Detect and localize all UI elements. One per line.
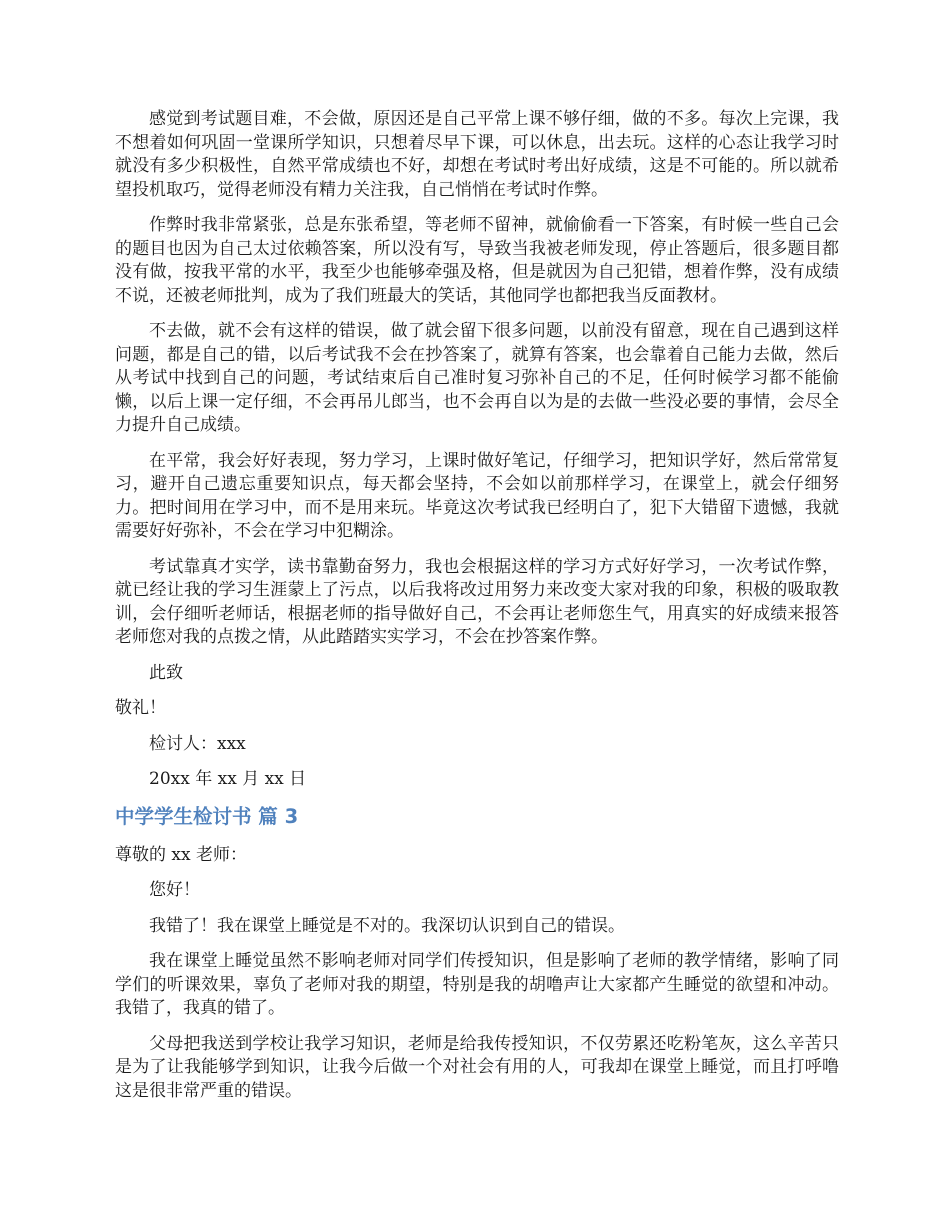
document-page xyxy=(115,108,839,1115)
greeting-line: 您好！ xyxy=(149,880,200,900)
body-paragraph: 作弊时我非常紧张，总是东张希望，等老师不留神，就偷偷看一下答案，有时候一些自己会的题目也因为自己太过依赖答案，所以没有写，导致当我被老师发现，停止答题后，很多题目都没有做，按我平常的水平，我至少也能够牵强及格，但是就因为自己犯错，想着作弊，没有成绩不说，还被老师批判，成为了我们班最大的笑话，其他同学也都把我当反面教材。 xyxy=(115,215,839,306)
body-paragraph: 我在课堂上睡觉虽然不影响老师对同学们传授知识，但是影响了老师的教学情绪，影响了同学们的听课效果，辜负了老师对我的期望，特别是我的胡噜声让大家都产生睡觉的欲望和冲动。我错了，我真的错了。 xyxy=(115,951,839,1018)
body-paragraph: 我错了！我在课堂上睡觉是不对的。我深切认识到自己的错误。 xyxy=(149,915,625,936)
addressee-line: 尊敬的 xx 老师： xyxy=(115,844,247,865)
body-paragraph: 考试靠真才实学，读书靠勤奋努力，我也会根据这样的学习方式好好学习，一次考试作弊，就已经让我的学习生涯蒙上了污点，以后我将改过用努力来改变大家对我的印象，积极的吸取教训，会仔细听老师话，根据老师的指导做好自己，不会再让老师您生气，用真实的好成绩来报答老师您对我的点拨之情，从此踏踏实实学习，不会在抄答案作弊。 xyxy=(115,556,839,647)
signer-line: 检讨人：xxx xyxy=(149,733,246,754)
date-line: 20xx 年 xx 月 xx 日 xyxy=(149,769,307,789)
body-paragraph: 在平常，我会好好表现，努力学习，上课时做好笔记，仔细学习，把知识学好，然后常常复习，避开自己遗忘重要知识点，每天都会坚持，不会如以前那样学习，在课堂上，就会仔细努力。把时间用在学习中，而不是用来玩。毕竟这次考试我已经明白了，犯下大错留下遗憾，我就需要好好弥补，不会在学习中犯糊涂。 xyxy=(115,450,839,541)
salute-line: 敬礼！ xyxy=(115,698,166,718)
body-paragraph: 父母把我送到学校让我学习知识，老师是给我传授知识，不仅劳累还吃粉笔灰，这么辛苦只是为了让我能够学到知识，让我今后做一个对社会有用的人，可我却在课堂上睡觉，而且打呼噜这是很非常严重的错误。 xyxy=(115,1033,839,1101)
closing-line: 此致 xyxy=(149,662,183,683)
body-paragraph: 不去做，就不会有这样的错误，做了就会留下很多问题，以前没有留意，现在自己遇到这样问题，都是自己的错，以后考试我不会在抄答案了，就算有答案，也会靠着自己能力去做，然后从考试中找到自己的问题，考试结束后自己准时复习弥补自己的不足，任何时候学习都不能偷懒，以后上课一定仔细，不会再吊儿郎当，也不会再自以为是的去做一些没必要的事情，会尽全力提升自己成绩。 xyxy=(115,321,839,435)
section-heading: 中学学生检讨书 篇 3 xyxy=(115,804,299,828)
body-paragraph: 感觉到考试题目难，不会做，原因还是自己平常上课不够仔细，做的不多。每次上完课，我不想着如何巩固一堂课所学知识，只想着尽早下课，可以休息，出去玩。这样的心态让我学习时就没有多少积极性，自然平常成绩也不好，却想在考试时考出好成绩，这是不可能的。所以就希望投机取巧，觉得老师没有精力关注我，自己悄悄在考试时作弊。 xyxy=(115,109,839,200)
